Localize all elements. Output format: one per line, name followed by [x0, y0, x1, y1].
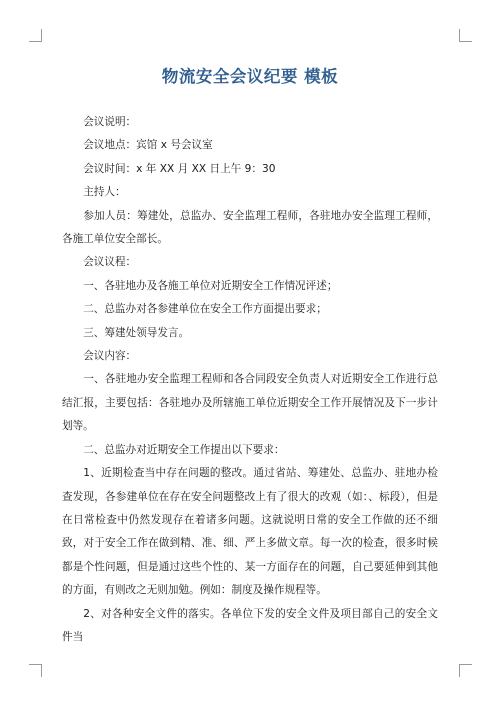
- crop-mark-bottom-left: [29, 664, 42, 677]
- crop-mark-top-left: [29, 29, 42, 42]
- paragraph-content-heading: 会议内容：: [83, 350, 137, 363]
- paragraph-agenda-item-3: 三、筹建处领导发言。: [83, 326, 190, 339]
- document-title: 物流安全会议纪要 模板: [161, 67, 339, 86]
- paragraph-attendees: 参加人员：筹建处，总监办、安全监理工程师，各驻地办安全监理工程师，各施工单位安全部长。: [62, 209, 438, 246]
- paragraph-agenda-item-2: 二、总监办对各参建单位在安全工作方面提出要求；: [83, 303, 327, 316]
- paragraph-content-2: 二、总监办对近期安全工作提出以下要求：: [83, 443, 285, 456]
- paragraph-content-1: 一、各驻地办安全监理工程师和各合同段安全负责人对近期安全工作进行总结汇报，主要包括：各驻地办及所辖施工单位近期安全工作开展情况及下一步计划等。: [62, 373, 438, 433]
- paragraph-meeting-location: 会议地点：宾馆 x 号会议室: [83, 139, 213, 152]
- paragraph-requirement-2: 2、对各种安全文件的落实。各单位下发的安全文件及项目部自己的安全文件当: [62, 607, 438, 643]
- crop-mark-bottom-right: [459, 664, 472, 677]
- paragraph-agenda-heading: 会议议程：: [83, 256, 137, 269]
- document-body: [62, 111, 438, 649]
- paragraph-meeting-notes: 会议说明：: [83, 116, 137, 128]
- crop-mark-top-right: [459, 29, 472, 42]
- paragraph-requirement-1: 1、近期检查当中存在问题的整改。通过省站、筹建处、总监办、驻地办检查发现，各参建单位在存在安全问题整改上有了很大的改观（如：、标段），但是在日常检查中仍然发现存在着诸多问题。这就说明日常的安全工作做的还不细致，对于安全工作在做到精、准、细、严上多做文章。每一次的检查，很多时候都是个性问题，但是通过这些个性的、某一方面存在的问题，自己要延伸到其他的方面，有则改之无则加勉。例如：制度及操作规程等。: [62, 467, 438, 597]
- paragraph-meeting-time: 会议时间：x 年 XX 月 XX 日上午 9：30: [83, 162, 276, 175]
- paragraph-agenda-item-1: 一、各驻地办及各施工单位对近期安全工作情况评述；: [83, 279, 338, 292]
- paragraph-host: 主持人：: [83, 186, 126, 199]
